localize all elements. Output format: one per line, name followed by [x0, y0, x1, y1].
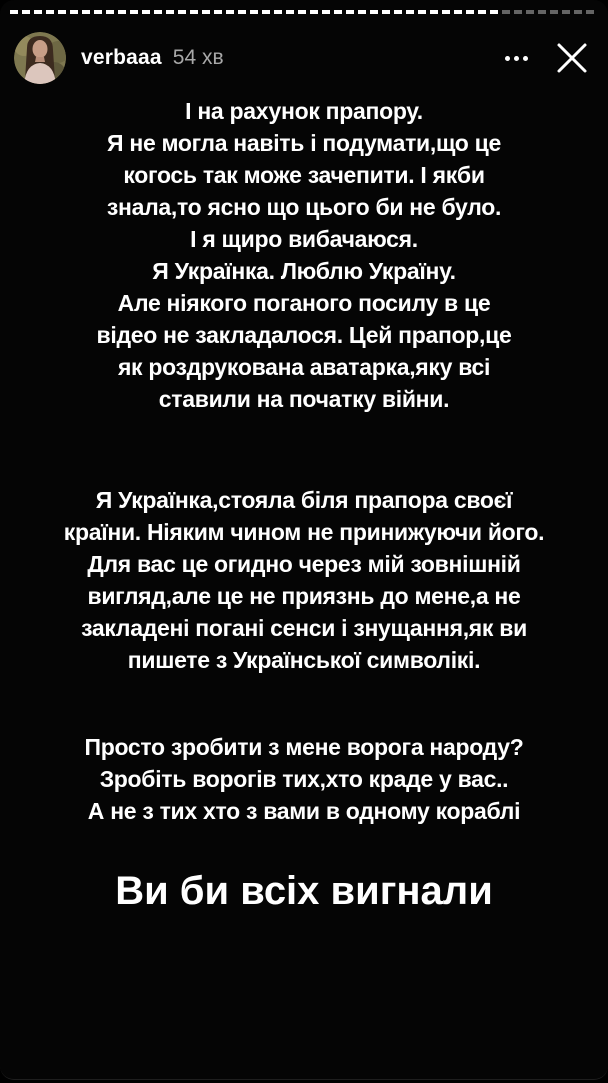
story-text-line: Я Українка,стояла біля прапора своєї — [95, 487, 513, 513]
story-text-line: Але ніякого поганого посилу в це — [117, 290, 491, 316]
story-text-line: А не з тих хто з вами в одному кораблі — [87, 798, 521, 824]
avatar[interactable] — [14, 32, 66, 84]
story-text-line: Я Українка. Люблю Україну. — [152, 258, 456, 284]
story-text-line: когось так може зачепити. І якби — [123, 162, 485, 188]
story-text-line: І я щиро вибачаюся. — [190, 226, 418, 252]
story-text-line: Я не могла навіть і подумати,що це — [107, 130, 501, 156]
story-text-line: відео не закладалося. Цей прапор,це — [96, 322, 512, 348]
more-options-icon — [505, 56, 510, 61]
user-info — [81, 46, 224, 70]
story-text-block-4 — [0, 868, 608, 914]
more-options-icon — [514, 56, 519, 61]
story-text-line: Зробіть ворогів тих,хто краде у вас.. — [99, 766, 509, 792]
story-text-line: як роздрукована аватарка,яку всі — [117, 354, 491, 380]
username[interactable]: verbaaa — [81, 46, 162, 69]
story-text-line: знала,то ясно що цього би не було. — [106, 194, 502, 220]
story-text-line: пишете з Української символікі. — [127, 647, 481, 673]
story-text-block-1 — [0, 95, 608, 415]
story-text-line: закладені погані сенси і знущання,як ви — [81, 615, 527, 641]
story-text-line: Просто зробити з мене ворога народу? — [84, 734, 524, 760]
story-text-line: вигляд,але це не приязнь до мене,а не — [87, 583, 521, 609]
more-options-icon — [523, 56, 528, 61]
story-text-line: Для вас це огидно через мій зовнішній — [87, 551, 521, 577]
story-text-line: Ви би всіх вигнали — [115, 869, 493, 913]
story-text-line: І на рахунок прапору. — [185, 98, 423, 124]
story-progress-bar — [10, 10, 598, 14]
more-options-button[interactable] — [499, 46, 534, 71]
story-text-block-3 — [0, 731, 608, 827]
user-profile-photo-icon — [14, 32, 66, 84]
close-icon — [554, 40, 590, 76]
story-text-block-2 — [0, 484, 608, 676]
close-button[interactable] — [552, 38, 592, 78]
story-text-line: країни. Ніяким чином не принижуючи його. — [63, 519, 545, 545]
story-timestamp: 54 хв — [172, 46, 224, 69]
story-header — [14, 30, 592, 86]
progress-fill — [10, 10, 498, 14]
story-text-line: ставили на початку війни. — [158, 386, 450, 412]
